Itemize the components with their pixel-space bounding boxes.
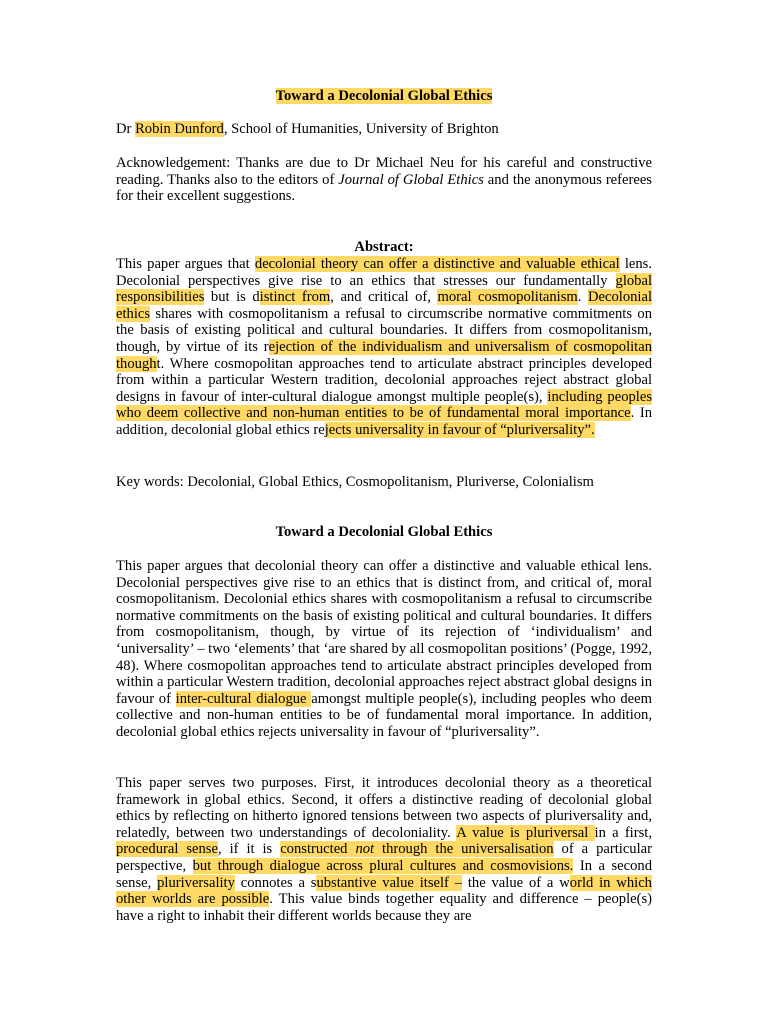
abstract-text: t. Where cosmopolitan approaches tend to articulate abstract principles developed from within a particular Western tradition, decolonial approaches reject abstract global designs in favour of inter-cultural dialogue amongst multiple people(s), <box>116 355 652 405</box>
document-title <box>116 88 652 105</box>
paragraph-text: This paper argues that decolonial theory can offer a distinctive and valuable ethical lens. Decolonial perspectives give rise to an ethics that is distinct from, and critical of, moral cosmopolitanism. Decolonial ethics shares with cosmopolitanism a refusal to circumscribe normative commitments on the basis of existing political and cultural boundaries. It differs from cosmopolitanism, though, by virtue of its rejection of ‘individualism’ and ‘universality’ – two ‘elements’ that ‘are shared by all cosmopolitan positions’ (Pogge, 1992, 48). Where cosmopolitan approaches tend to articulate abstract principles developed from within a particular Western tradition, decolonial approaches reject abstract global designs in favour of <box>116 558 652 707</box>
title-text: Toward a Decolonial Global Ethics <box>275 88 493 104</box>
paragraph-text: of a particular perspective, <box>116 841 653 874</box>
paragraph-text: This paper serves two purposes. First, it introduces decolonial theory as a theoretical framework in global ethics. Second, it offers a distinctive reading of decolonial global ethics by reflecting on hitherto ignored tensions between two aspects of pluriversality and, relatedly, between two understandings of decoloniality. <box>116 775 652 841</box>
paragraph-text: . This value binds together equality and difference – people(s) have a right to inhabit their different worlds because they are <box>116 891 652 924</box>
paragraph-highlight: pluriversality <box>157 874 235 891</box>
ack-text-1: Acknowledgement: Thanks are due to Dr Michael Neu for his careful and constructive reading. Thanks also to the editors of <box>116 155 652 188</box>
paragraph-text: connotes a s <box>234 874 317 891</box>
paragraph-text: In a second sense, <box>116 857 652 891</box>
abstract-body <box>116 256 652 439</box>
abstract-highlight: ejection of the individualism and universalism of cosmopolitan though <box>116 338 653 372</box>
paragraph-highlight: ubstantive value itself – <box>316 874 463 891</box>
abstract-text: shares with cosmopolitanism a refusal to circumscribe normative commitments on the basis of existing political and cultural boundaries. It differs from cosmopolitanism, though, by virtue of its r <box>116 305 652 355</box>
paragraph-highlight: A value is pluriversal <box>456 824 595 841</box>
abstract-text: lens. Decolonial perspectives give rise to an ethics that stresses our fundamentally <box>116 256 652 289</box>
body-paragraph-2 <box>116 775 652 924</box>
body-paragraph-1 <box>116 558 652 741</box>
paragraph-highlight: procedural sense <box>116 841 218 858</box>
paragraph-text: in a first, <box>594 824 652 841</box>
abstract-highlight: jects universality in favour of “pluriversality”. <box>324 421 595 438</box>
paragraph-text: , if it is <box>217 841 281 858</box>
author-prefix: Dr <box>116 121 136 137</box>
abstract-text: This paper argues that <box>116 256 255 272</box>
abstract-highlight: istinct from <box>259 289 331 306</box>
keywords: Key words: Decolonial, Global Ethics, Cosmopolitanism, Pluriverse, Colonialism <box>116 474 594 490</box>
abstract-highlight: Decolonial ethics <box>116 289 652 322</box>
acknowledgement <box>116 155 652 205</box>
abstract-heading: Abstract: <box>354 239 414 255</box>
abstract-highlight: decolonial theory can offer a distinctive and valuable ethical <box>254 256 620 272</box>
author-line <box>116 121 652 138</box>
abstract-text: but is d <box>204 289 260 306</box>
paragraph-highlight <box>280 841 553 857</box>
highlight-part: constructed <box>280 841 356 858</box>
abstract-text: . In addition, decolonial global ethics re <box>116 405 652 438</box>
ack-journal: Journal of Global Ethics <box>338 171 484 188</box>
paragraph-highlight: inter-cultural dialogue <box>175 690 312 707</box>
highlight-part: through the universalisation <box>374 841 554 858</box>
abstract-highlight: moral cosmopolitanism <box>437 289 578 306</box>
author-name: Robin Dunford <box>135 121 224 137</box>
abstract-highlight: global responsibilities <box>116 272 652 306</box>
section-title: Toward a Decolonial Global Ethics <box>275 524 493 540</box>
abstract-text: , and critical of, <box>330 289 438 306</box>
highlight-italic: not <box>355 841 375 858</box>
paragraph-highlight: but through dialogue across plural cultures and cosmovisions. <box>192 857 574 874</box>
paragraph-highlight: orld in which other worlds are possible <box>116 874 652 908</box>
paragraph-text: amongst multiple people(s), including peoples who deem collective and non-human entities to be of fundamental moral importance. In addition, decolonial global ethics rejects universality in favour of “pluriversality”. <box>116 690 652 740</box>
paragraph-text: the value of a w <box>462 874 570 891</box>
abstract-text: . <box>577 289 588 306</box>
author-affiliation: , School of Humanities, University of Brighton <box>223 121 499 137</box>
abstract-highlight: including peoples who deem collective and non-human entities to be of fundamental moral importance <box>116 388 653 422</box>
ack-text-2: and the anonymous referees for their excellent suggestions. <box>116 171 652 205</box>
